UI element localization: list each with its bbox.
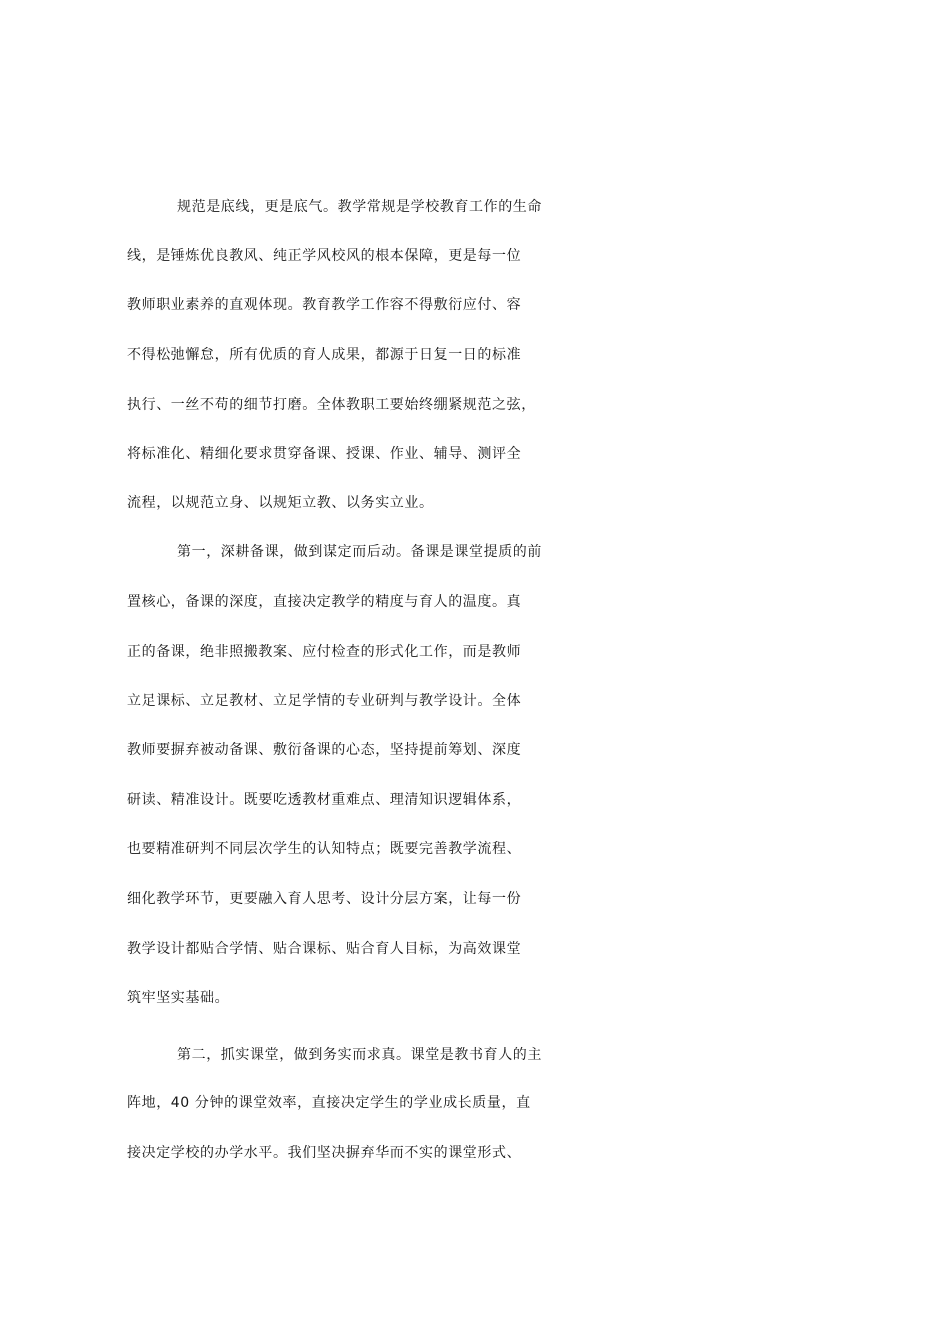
text-line: 正的备课，绝非照搬教案、应付检查的形式化工作，而是教师 [127, 644, 522, 660]
text-line: 立足课标、立足教材、立足学情的专业研判与教学设计。全体 [127, 693, 522, 709]
text-line: 将标准化、精细化要求贯穿备课、授课、作业、辅导、测评全 [127, 446, 522, 462]
text-line: 也要精准研判不同层次学生的认知特点；既要完善教学流程、 [127, 841, 522, 857]
text-line: 教师职业素养的直观体现。教育教学工作容不得敷衍应付、容 [127, 297, 522, 313]
text-line: 教师要摒弃被动备课、敷衍备课的心态，坚持提前筹划、深度 [127, 742, 522, 758]
text-line: 线，是锤炼优良教风、纯正学风校风的根本保障，更是每一位 [127, 248, 522, 264]
text-line: 第一，深耕备课，做到谋定而后动。备课是课堂提质的前 [177, 544, 542, 560]
text-line: 筑牢坚实基础。 [127, 990, 230, 1006]
text-line: 细化教学环节，更要融入育人思考、设计分层方案，让每一份 [127, 891, 522, 907]
text-line: 接决定学校的办学水平。我们坚决摒弃华而不实的课堂形式、 [127, 1145, 522, 1161]
text-line: 不得松弛懈怠，所有优质的育人成果，都源于日复一日的标准 [127, 347, 522, 363]
text-line: 阵地，40 分钟的课堂效率，直接决定学生的学业成长质量，直 [127, 1095, 531, 1111]
text-line: 流程，以规范立身、以规矩立教、以务实立业。 [127, 495, 434, 511]
text-line: 规范是底线，更是底气。教学常规是学校教育工作的生命 [177, 199, 542, 215]
text-line: 执行、一丝不苟的细节打磨。全体教职工要始终绷紧规范之弦， [127, 397, 536, 413]
text-line: 研读、精准设计。既要吃透教材重难点、理清知识逻辑体系， [127, 792, 522, 808]
text-line: 教学设计都贴合学情、贴合课标、贴合育人目标，为高效课堂 [127, 941, 522, 957]
text-line: 置核心，备课的深度，直接决定教学的精度与育人的温度。真 [127, 594, 522, 610]
text-line: 第二，抓实课堂，做到务实而求真。课堂是教书育人的主 [177, 1047, 542, 1063]
